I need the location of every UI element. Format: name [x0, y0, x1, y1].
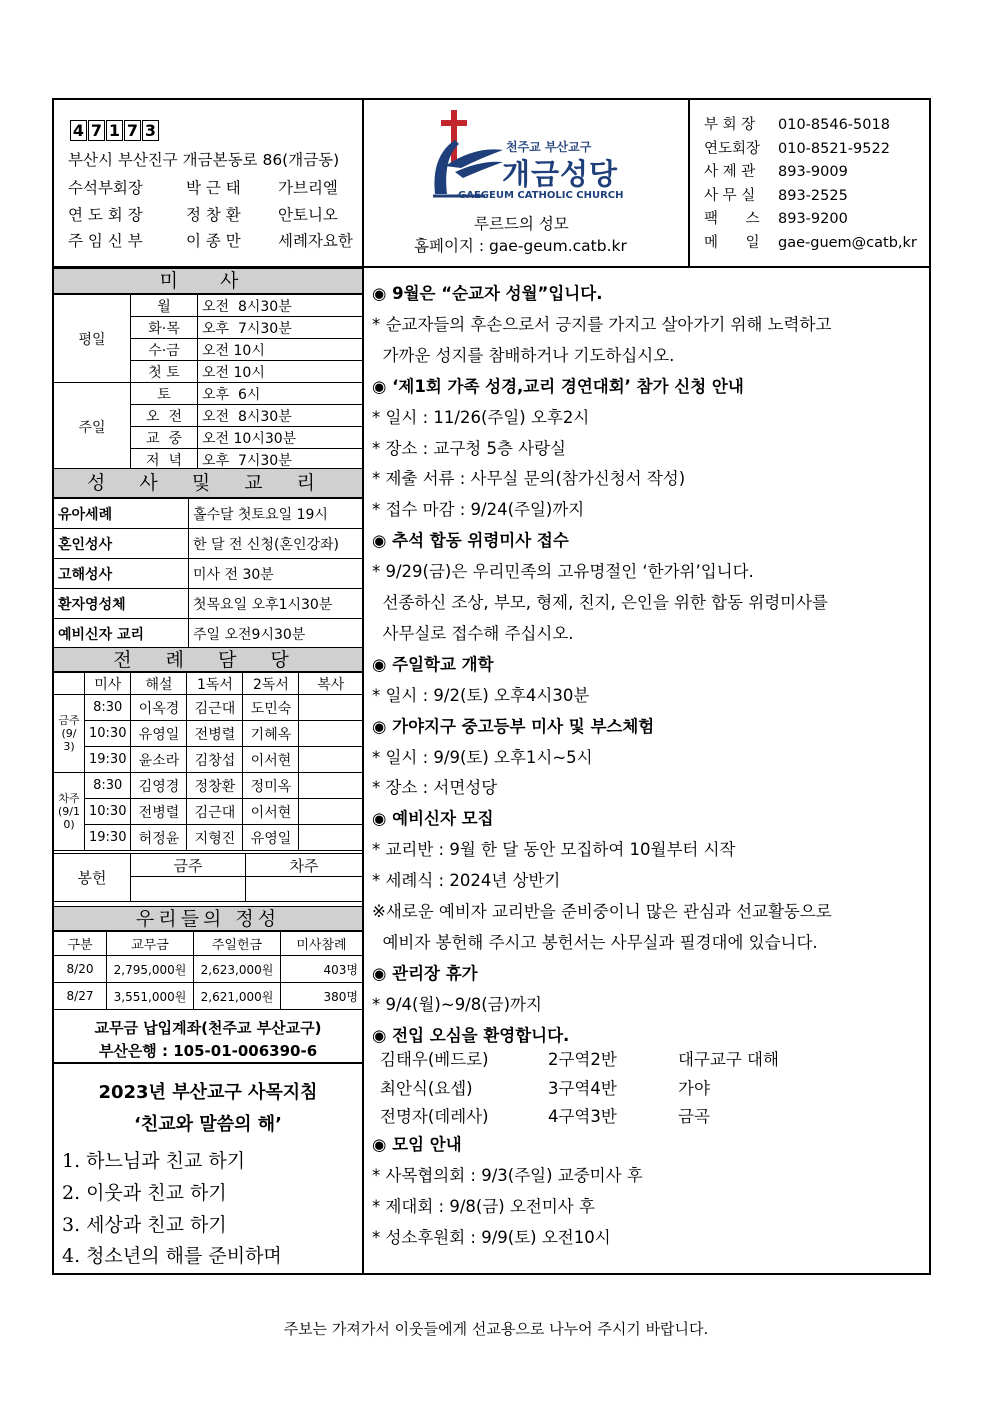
table-row [54, 559, 362, 589]
mass-day: 저 녁 [131, 449, 198, 471]
contact-value: gae-guem@catb,kr [778, 234, 917, 251]
officer-role: 연 도 회 장 [68, 206, 143, 224]
notice-line: * 접수 마감 : 9/24(주일)까지 [372, 500, 585, 520]
officer-baptism: 가브리엘 [278, 179, 338, 197]
giving-attendance: 380명 [281, 983, 363, 1010]
notice-line: * 사목협의회 : 9/3(주일) 교중미사 후 [372, 1166, 643, 1185]
notice-line: * 일시 : 9/2(토) 오후4시30분 [372, 685, 590, 705]
notice-line: * 일시 : 9/9(토) 오후1시~5시 [372, 747, 593, 767]
mass-time: 10:30 [85, 799, 131, 825]
column-header: 1독서 [187, 673, 243, 695]
reader1: 지형진 [187, 825, 243, 851]
table-row [54, 295, 362, 317]
guideline-item: 1. 하느님과 친교 하기 [62, 1150, 246, 1172]
contact-divider [688, 98, 690, 266]
table-row [54, 619, 362, 649]
table-row [54, 854, 362, 877]
contact-label: 연도회장 [704, 140, 761, 157]
giving-dues: 2,795,000원 [107, 956, 194, 983]
guideline-subtitle: ‘친교와 말씀의 해’ [134, 1114, 282, 1135]
mass-heading: 미 사 [54, 268, 362, 294]
mass-day: 토 [131, 383, 198, 405]
commentator: 허정윤 [131, 825, 187, 851]
offering-this-week: 금주 [131, 854, 246, 877]
mass-time: 10:30 [85, 721, 131, 747]
divider [52, 1062, 363, 1064]
commentator: 이옥경 [131, 695, 187, 721]
table-row [54, 721, 362, 747]
giving-table [54, 931, 362, 1010]
guideline-item: 3. 세상과 친교 하기 [62, 1214, 227, 1236]
sacrament-info: 첫목요일 오후1시30분 [189, 589, 363, 619]
table-row [54, 825, 362, 851]
mass-time: 오후 7시30분 [198, 449, 363, 471]
newcomer-district: 2구역2반 [548, 1050, 617, 1069]
sacraments-heading: 성 사 및 교 리 [54, 468, 362, 498]
officer-role: 수석부회장 [68, 179, 143, 197]
notice-line: * 제출 서류 : 사무실 문의(참가신청서 작성) [372, 469, 686, 489]
sacrament-info: 주일 오전9시30분 [189, 619, 363, 649]
giving-heading: 우리들의 정성 [54, 906, 362, 931]
sunday-label: 주일 [54, 383, 131, 471]
contact-value: 893-9009 [778, 164, 848, 181]
liturgy-heading: 전 례 담 당 [54, 647, 362, 672]
contact-label: 팩 스 [704, 211, 760, 228]
mass-time: 오전 8시30분 [198, 295, 363, 317]
postal-digit: 4 [70, 120, 87, 141]
reader2: 도민숙 [243, 695, 299, 721]
newcomer-district: 3구역4반 [548, 1078, 617, 1098]
table-row [54, 983, 362, 1010]
offering-table [54, 853, 362, 902]
notice-line: * 9/4(월)~9/8(금)까지 [372, 994, 542, 1014]
contact-row [704, 138, 917, 162]
address: 부산시 부산진구 개금본동로 86(개금동) [68, 151, 340, 169]
newcomer-name: 김태우(베드로) [380, 1050, 489, 1069]
reader1: 김창섭 [187, 747, 243, 773]
contact-list [704, 114, 917, 256]
contact-value: 010-8521-9522 [778, 140, 890, 157]
officer-row [68, 176, 338, 198]
column-header: 주일헌금 [194, 932, 281, 956]
postal-digit: 1 [106, 120, 123, 141]
guideline-title: 2023년 부산교구 사목지침 [98, 1082, 318, 1103]
newcomer-name: 최안식(요셉) [380, 1078, 473, 1098]
sacrament-name: 환자영성체 [54, 589, 189, 619]
sacrament-name: 예비신자 교리 [54, 619, 189, 649]
commentator: 유영일 [131, 721, 187, 747]
officer-role: 주 임 신 부 [68, 232, 143, 250]
giving-collection: 2,621,000원 [194, 983, 281, 1010]
mass-day: 오 전 [131, 405, 198, 427]
logo-english: GAEGEUM CATHOLIC CHURCH [458, 190, 624, 201]
sacrament-info: 미사 전 30분 [189, 559, 363, 589]
column-header: 복사 [299, 673, 362, 695]
column-header: 미사참례 [281, 932, 363, 956]
mass-time: 오전 8시30분 [198, 405, 363, 427]
notice-heading: ◉ 전입 오심을 환영합니다. [372, 1025, 570, 1045]
giving-collection: 2,623,000원 [194, 956, 281, 983]
table-row [54, 799, 362, 825]
sacrament-name: 유아세례 [54, 499, 189, 529]
reader2: 이서현 [243, 799, 299, 825]
giving-date: 8/27 [54, 983, 107, 1010]
contact-label: 사 무 실 [704, 187, 756, 204]
officer-row [68, 229, 353, 251]
newcomer-district: 4구역3반 [548, 1107, 617, 1127]
postal-digit: 7 [124, 120, 141, 141]
contact-value: 893-2525 [778, 187, 848, 204]
reader1: 김근대 [187, 799, 243, 825]
table-row [54, 932, 362, 956]
server [299, 721, 362, 747]
account-line2: 부산은행 : 105-01-006390-6 [98, 1042, 318, 1060]
reader1: 전병렬 [187, 721, 243, 747]
notice-line: * 교리반 : 9월 한 달 동안 모집하여 10월부터 시작 [372, 840, 736, 860]
newcomer-row [380, 1046, 779, 1075]
liturgy-table [54, 672, 362, 851]
mass-time: 19:30 [85, 747, 131, 773]
table-row [54, 529, 362, 559]
server [299, 747, 362, 773]
reader2: 유영일 [243, 825, 299, 851]
reader1: 정창환 [187, 773, 243, 799]
table-row [54, 695, 362, 721]
mass-time: 오후 6시 [198, 383, 363, 405]
contact-row [704, 208, 917, 232]
sacrament-info: 홀수달 첫토요일 19시 [189, 499, 363, 529]
mass-time: 오후 7시30분 [198, 317, 363, 339]
newcomer-row [380, 1103, 779, 1132]
notice-line: * 세례식 : 2024년 상반기 [372, 871, 561, 891]
server [299, 695, 362, 721]
sacraments-table [54, 498, 362, 649]
notice-line: * 장소 : 서면성당 [372, 778, 498, 798]
sacrament-name: 고해성사 [54, 559, 189, 589]
week-label: 차주(9/10) [54, 773, 85, 851]
postal-digit: 3 [142, 120, 159, 141]
notice-line: 사무실로 접수해 주십시오. [372, 623, 574, 643]
notice-line: * 제대회 : 9/8(금) 오전미사 후 [372, 1197, 595, 1216]
logo-church-name: 개금성당 [502, 157, 619, 191]
commentator: 윤소라 [131, 747, 187, 773]
column-header: 구분 [54, 932, 107, 956]
notice-heading: ◉ 9월은 “순교자 성월”입니다. [372, 284, 603, 303]
notice-heading: ◉ 추석 합동 위령미사 접수 [372, 531, 569, 551]
reader2: 이서현 [243, 747, 299, 773]
newcomer-row [380, 1075, 779, 1104]
weekday-label: 평일 [54, 295, 131, 383]
server [299, 773, 362, 799]
officer-name: 박 근 태 [186, 179, 241, 197]
offering-next-value [246, 877, 363, 902]
contact-value: 893-9200 [778, 211, 848, 228]
newcomer-name: 전명자(데레사) [380, 1107, 489, 1127]
guideline-item: 4. 청소년의 해를 준비하며 [62, 1245, 282, 1267]
contact-label: 부 회 장 [704, 117, 756, 133]
reader1: 김근대 [187, 695, 243, 721]
notice-heading: ◉ 관리장 휴가 [372, 963, 478, 983]
mass-day: 첫 토 [131, 361, 198, 383]
mass-time: 8:30 [85, 773, 131, 799]
patron-saint: 루르드의 성모 [474, 215, 569, 233]
contact-value: 010-8546-5018 [778, 117, 890, 133]
mass-table [54, 294, 362, 471]
column-header: 해설 [131, 673, 187, 695]
column-header: 2독서 [243, 673, 299, 695]
mass-time: 오전 10시 [198, 361, 363, 383]
sacrament-info: 한 달 전 신청(혼인강좌) [189, 529, 363, 559]
mass-time: 오전 10시 [198, 339, 363, 361]
notice-heading: ◉ 가야지구 중고등부 미사 및 부스체험 [372, 716, 655, 736]
mass-day: 교 중 [131, 427, 198, 449]
sacrament-name: 혼인성사 [54, 529, 189, 559]
offering-next-week: 차주 [246, 854, 363, 877]
mass-day: 월 [131, 295, 198, 317]
server [299, 825, 362, 851]
contact-row [704, 232, 917, 256]
contact-row [704, 161, 917, 185]
commentator: 전병렬 [131, 799, 187, 825]
notice-heading: ◉ 모임 안내 [372, 1135, 462, 1154]
newcomers-list [380, 1046, 779, 1132]
notice-line: * 일시 : 11/26(주일) 오후2시 [372, 407, 590, 427]
giving-attendance: 403명 [281, 956, 363, 983]
newcomer-from: 금곡 [678, 1107, 710, 1127]
giving-dues: 3,551,000원 [107, 983, 194, 1010]
table-row [54, 383, 362, 405]
column-divider [362, 98, 364, 1275]
officer-baptism: 안토니오 [278, 206, 338, 224]
officer-name: 정 창 환 [186, 206, 241, 224]
homepage: 홈페이지 : gae-geum.catb.kr [414, 237, 627, 255]
notice-line: * 9/29(금)은 우리민족의 고유명절인 ‘한가위’입니다. [372, 562, 754, 582]
table-row [54, 956, 362, 983]
notice-line: 가까운 성지를 참배하거나 기도하십시오. [372, 345, 675, 365]
reader2: 기혜옥 [243, 721, 299, 747]
notice-heading: ◉ 주일학교 개학 [372, 654, 494, 674]
column-header: 교무금 [107, 932, 194, 956]
logo-diocese: 천주교 부산교구 [506, 140, 592, 154]
reader2: 정미옥 [243, 773, 299, 799]
mass-day: 수·금 [131, 339, 198, 361]
postal-code [70, 120, 159, 141]
notice-heading: ◉ 예비신자 모집 [372, 809, 494, 829]
account-line1: 교무금 납입계좌(천주교 부산교구) [94, 1019, 322, 1037]
notice-line: ※새로운 예비자 교리반을 준비중이니 많은 관심과 선교활동으로 [372, 902, 832, 921]
officer-row [68, 203, 338, 225]
commentator: 김영경 [131, 773, 187, 799]
table-row [54, 747, 362, 773]
notice-line: * 순교자들의 후손으로서 긍지를 가지고 살아가기 위해 노력하고 [372, 314, 832, 334]
guideline-item: 2. 이웃과 친교 하기 [62, 1182, 227, 1204]
server [299, 799, 362, 825]
week-label: 금주(9/3) [54, 695, 85, 773]
notice-line: * 장소 : 교구청 5층 사랑실 [372, 438, 566, 458]
notice-heading: ◉ ‘제1회 가족 성경,교리 경연대회’ 참가 신청 안내 [372, 376, 744, 396]
offering-this-value [131, 877, 246, 902]
contact-label: 메 일 [704, 234, 760, 251]
table-row [54, 773, 362, 799]
postal-digit: 7 [88, 120, 105, 141]
mass-time: 19:30 [85, 825, 131, 851]
liturgy-corner [54, 673, 85, 695]
contact-row [704, 185, 917, 209]
newcomer-from: 가야 [678, 1078, 710, 1098]
officer-name: 이 종 만 [186, 232, 241, 250]
footer-note: 주보는 가져가서 이웃들에게 선교용으로 나누어 주시기 바랍니다. [283, 1320, 709, 1338]
contact-label: 사 제 관 [704, 164, 756, 181]
mass-day: 화·목 [131, 317, 198, 339]
table-row [54, 499, 362, 529]
officer-baptism: 세례자요한 [278, 232, 353, 250]
newcomer-from: 대구교구 대해 [678, 1050, 779, 1069]
contact-row [704, 114, 917, 138]
table-row [54, 589, 362, 619]
notice-line: * 성소후원회 : 9/9(토) 오전10시 [372, 1228, 611, 1247]
mass-time: 8:30 [85, 695, 131, 721]
offering-label: 봉헌 [54, 854, 131, 902]
column-header: 미사 [85, 673, 131, 695]
giving-date: 8/20 [54, 956, 107, 983]
table-row [54, 673, 362, 695]
notice-line: 예비자 봉헌해 주시고 봉헌서는 사무실과 필경대에 있습니다. [372, 932, 818, 952]
mass-time: 오전 10시30분 [198, 427, 363, 449]
notice-line: 선종하신 조상, 부모, 형제, 친지, 은인을 위한 합동 위령미사를 [372, 593, 828, 612]
